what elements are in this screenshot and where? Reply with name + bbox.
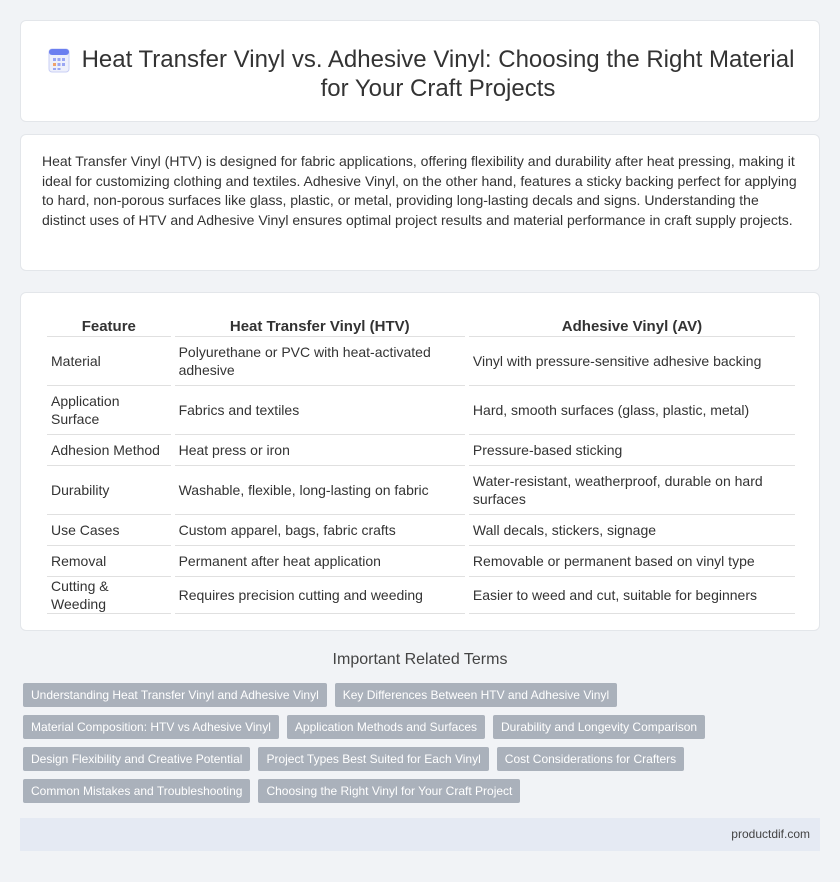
av-cell: Pressure-based sticking (469, 435, 795, 466)
feature-cell: Durability (47, 466, 171, 515)
feature-cell: Removal (47, 546, 171, 577)
av-cell: Water-resistant, weatherproof, durable on hard surfaces (469, 466, 795, 515)
feature-cell: Material (47, 337, 171, 386)
table-row (47, 386, 795, 435)
htv-cell: Washable, flexible, long-lasting on fabric (175, 466, 465, 515)
table-header-row (47, 316, 795, 337)
av-cell: Hard, smooth surfaces (glass, plastic, metal) (469, 386, 795, 435)
title-card (20, 20, 820, 122)
comparison-table (43, 316, 799, 614)
htv-cell: Heat press or iron (175, 435, 465, 466)
table-row (47, 515, 795, 546)
related-tag[interactable]: Project Types Best Suited for Each Vinyl (258, 747, 488, 771)
related-tag[interactable]: Common Mistakes and Troubleshooting (23, 779, 250, 803)
related-tag[interactable]: Key Differences Between HTV and Adhesive Vinyl (335, 683, 617, 707)
intro-paragraph: Heat Transfer Vinyl (HTV) is designed for fabric applications, offering flexibility and durability after heat pressing, making it ideal for customizing clothing and textiles. Adhesive Vinyl, on the other hand, features a sticky backing perfect for applying to hard, non-porous surfaces like glass, plastic, or metal, providing long-lasting decals and signs. Understanding the distinct uses of HTV and Adhesive Vinyl ensures optimal project results and material performance in craft supply projects. (42, 153, 797, 228)
footer-site-link[interactable]: productdif.com (731, 827, 810, 841)
feature-cell: Cutting & Weeding (47, 577, 171, 614)
feature-cell: Application Surface (47, 386, 171, 435)
htv-cell: Custom apparel, bags, fabric crafts (175, 515, 465, 546)
header-htv: Heat Transfer Vinyl (HTV) (175, 316, 465, 337)
related-tags-row (23, 747, 684, 771)
htv-cell: Fabrics and textiles (175, 386, 465, 435)
page-title: Heat Transfer Vinyl vs. Adhesive Vinyl: Choosing the Right Material for Your Craft Projects (81, 46, 795, 102)
av-cell: Removable or permanent based on vinyl type (469, 546, 795, 577)
related-tag[interactable]: Choosing the Right Vinyl for Your Craft Project (258, 779, 520, 803)
related-tags-row (23, 779, 520, 803)
table-row (47, 577, 795, 614)
related-tag[interactable]: Understanding Heat Transfer Vinyl and Adhesive Vinyl (23, 683, 327, 707)
av-cell: Easier to weed and cut, suitable for beginners (469, 577, 795, 614)
table-row (47, 435, 795, 466)
comparison-card (20, 292, 820, 631)
htv-cell: Polyurethane or PVC with heat-activated adhesive (175, 337, 465, 386)
av-cell: Wall decals, stickers, signage (469, 515, 795, 546)
table-row (47, 546, 795, 577)
related-tag[interactable]: Application Methods and Surfaces (287, 715, 485, 739)
intro-card (20, 134, 820, 271)
related-tag[interactable]: Material Composition: HTV vs Adhesive Vinyl (23, 715, 279, 739)
related-tag[interactable]: Cost Considerations for Crafters (497, 747, 684, 771)
header-feature: Feature (47, 316, 171, 337)
footer-bar (20, 818, 820, 851)
htv-cell: Permanent after heat application (175, 546, 465, 577)
feature-cell: Use Cases (47, 515, 171, 546)
related-tag[interactable]: Durability and Longevity Comparison (493, 715, 705, 739)
related-tags-row (23, 683, 617, 707)
av-cell: Vinyl with pressure-sensitive adhesive backing (469, 337, 795, 386)
table-row (47, 466, 795, 515)
header-av: Adhesive Vinyl (AV) (469, 316, 795, 337)
table-row (47, 337, 795, 386)
related-tag[interactable]: Design Flexibility and Creative Potential (23, 747, 250, 771)
feature-cell: Adhesion Method (47, 435, 171, 466)
related-terms-title: Important Related Terms (332, 651, 508, 668)
htv-cell: Requires precision cutting and weeding (175, 577, 465, 614)
related-tags-row (23, 715, 705, 739)
